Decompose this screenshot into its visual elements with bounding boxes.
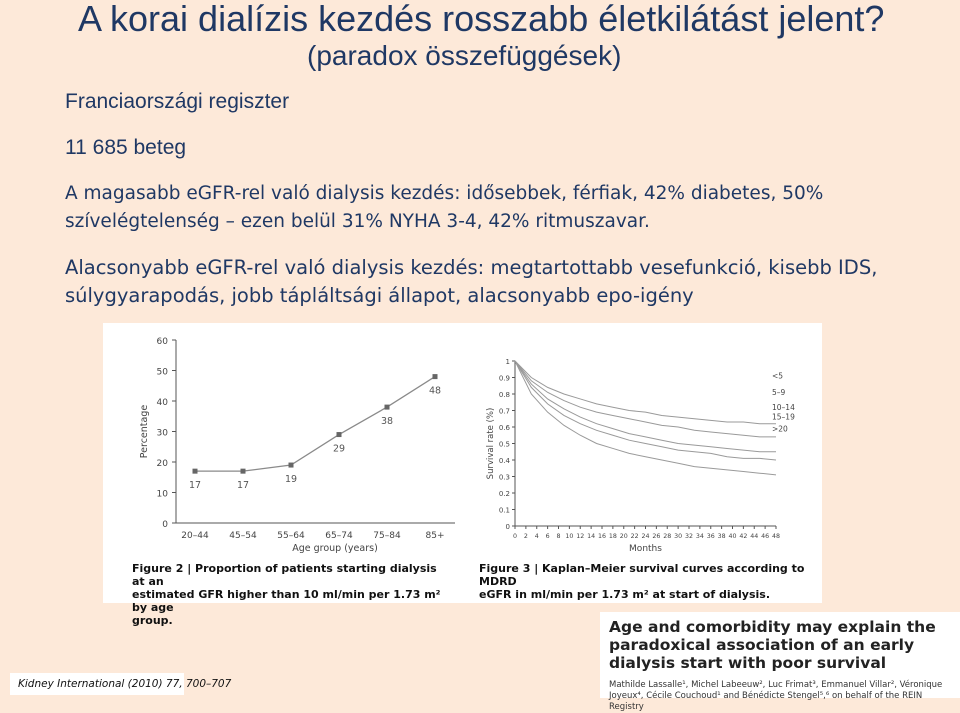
figure-panel <box>103 323 822 627</box>
x-tick-label: 30 <box>674 533 683 540</box>
y-tick-label: 0.9 <box>498 374 510 383</box>
y-tick-label: 0.3 <box>498 473 510 482</box>
survival-curve <box>515 361 776 460</box>
survival-curve <box>515 361 776 437</box>
data-label: 17 <box>188 480 202 492</box>
x-tick-label: 24 <box>641 533 650 540</box>
registry-label: Franciaországi regiszter <box>65 90 290 113</box>
data-label: 48 <box>428 385 442 397</box>
x-tick-label: 2 <box>523 533 528 540</box>
figure2-caption-line1: Figure 2 | Proportion of patients starting dialysis at an <box>132 562 437 588</box>
legend-label: 5–9 <box>772 387 786 397</box>
data-label: 19 <box>284 474 298 486</box>
x-tick-label: 22 <box>630 533 639 540</box>
x-tick-label: 42 <box>739 533 748 540</box>
series-line <box>195 377 435 472</box>
x-tick-label: 4 <box>534 533 539 540</box>
x-tick-label: 26 <box>652 533 661 540</box>
data-point <box>433 374 438 379</box>
x-axis-label: Age group (years) <box>292 543 378 553</box>
article-header <box>600 612 960 712</box>
y-tick-label: 10 <box>156 489 168 500</box>
x-tick-label: 48 <box>771 533 781 540</box>
survival-chart <box>463 323 822 553</box>
y-tick-label: 0.5 <box>498 440 510 449</box>
y-tick-label: 0.8 <box>498 391 510 399</box>
x-tick-label: 14 <box>587 533 596 540</box>
patient-count: 11 685 beteg <box>65 136 187 159</box>
article-title: Age and comorbidity may explain the paradoxical association of an early dialysis start with poor survival <box>609 618 936 672</box>
x-tick-label: 44 <box>750 533 759 540</box>
x-tick-label: 10 <box>565 533 574 540</box>
x-tick-label: 75–84 <box>373 531 401 541</box>
x-tick-label: 28 <box>663 533 672 540</box>
x-tick-label: 6 <box>545 533 550 540</box>
y-tick-label: 50 <box>156 367 168 378</box>
survival-curve <box>515 361 776 452</box>
figure3-caption <box>479 562 819 601</box>
x-tick-label: 8 <box>556 533 561 540</box>
data-point <box>289 463 294 468</box>
slide-title: A korai dialízis kezdés rosszabb életkilátást jelent? <box>78 0 885 39</box>
x-tick-label: 55–64 <box>277 531 305 541</box>
legend-label: <5 <box>772 371 784 381</box>
y-tick-label: 0.2 <box>498 490 510 498</box>
data-point <box>385 405 390 410</box>
figure2-caption-line3: group. <box>132 614 173 627</box>
y-axis-label: Percentage <box>139 404 150 459</box>
y-tick-label: 0.4 <box>498 457 510 465</box>
data-point <box>337 432 342 437</box>
legend-label: 10–14 <box>772 402 795 412</box>
x-tick-label: 45–54 <box>229 531 257 541</box>
data-label: 17 <box>236 480 250 492</box>
y-tick-label: 0 <box>162 520 168 530</box>
x-tick-label: 0 <box>512 533 518 540</box>
figure2-caption <box>132 562 452 627</box>
x-tick-label: 16 <box>597 533 607 540</box>
y-tick-label: 1 <box>505 358 510 366</box>
data-point <box>241 469 246 474</box>
article-authors: Mathilde Lassalle¹, Michel Labeeuw², Luc Frimat³, Emmanuel Villar², Véronique Joyeux⁴, Cécile Couchoud¹ and Bénédicte Stengel⁵,⁶ on behalf of the REIN Registry <box>609 680 943 712</box>
y-tick-label: 0.6 <box>498 424 510 432</box>
x-tick-label: 85+ <box>425 531 445 541</box>
journal-reference: Kidney International (2010) 77, 700–707 <box>10 673 184 695</box>
x-tick-label: 40 <box>728 533 737 540</box>
y-tick-label: 40 <box>156 398 168 408</box>
x-tick-label: 32 <box>684 533 694 540</box>
data-label: 38 <box>380 416 394 428</box>
figure3-caption-line2: eGFR in ml/min per 1.73 m² at start of dialysis. <box>479 588 771 601</box>
age-group-chart <box>103 323 463 553</box>
y-tick-label: 0.1 <box>498 506 510 515</box>
x-tick-label: 12 <box>576 533 585 540</box>
y-tick-label: 0.7 <box>498 407 510 416</box>
x-tick-label: 20 <box>619 533 628 540</box>
x-tick-label: 20–44 <box>181 531 209 541</box>
x-tick-label: 65–74 <box>325 531 353 541</box>
x-tick-label: 34 <box>695 533 704 540</box>
y-tick-label: 0 <box>505 523 510 531</box>
x-tick-label: 36 <box>706 533 715 540</box>
data-point <box>193 469 198 474</box>
x-axis-label: Months <box>629 544 662 553</box>
y-tick-label: 60 <box>156 337 168 347</box>
data-label: 29 <box>332 443 346 455</box>
figure2-caption-line2: estimated GFR higher than 10 ml/min per 1.73 m² by age <box>132 588 441 614</box>
paragraph-high-egfr: A magasabb eGFR-rel való dialysis kezdés: idősebbek, férfiak, 42% diabetes, 50% szívelégtelenség – ezen belül 31% NYHA 3-4, 42% ritmuszavar. <box>65 183 824 232</box>
figure3-caption-line1: Figure 3 | Kaplan–Meier survival curves according to MDRD <box>479 562 805 588</box>
y-tick-label: 30 <box>156 428 168 439</box>
x-tick-label: 46 <box>761 533 770 540</box>
slide-subtitle: (paradox összefüggések) <box>307 40 622 71</box>
x-tick-label: 38 <box>717 533 726 540</box>
survival-curve <box>515 361 776 424</box>
y-tick-label: 20 <box>156 459 168 469</box>
legend-label: 15–19 <box>772 412 795 422</box>
legend-label: >20 <box>772 424 788 434</box>
x-tick-label: 18 <box>608 533 617 540</box>
y-axis-label: Survival rate (%) <box>486 407 496 480</box>
paragraph-low-egfr: Alacsonyabb eGFR-rel való dialysis kezdés: megtartottabb vesefunkció, kisebb IDS, súlygyarapodás, jobb tápláltsági állapot, alacsonyabb epo-igény <box>65 256 878 307</box>
